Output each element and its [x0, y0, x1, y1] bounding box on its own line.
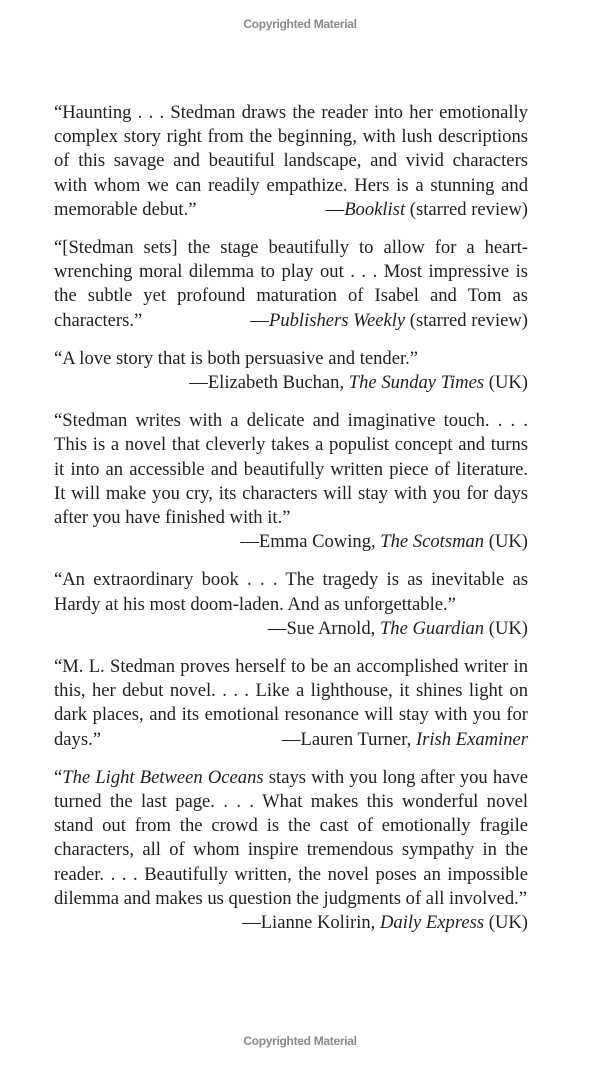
quote-publishers-weekly [54, 236, 528, 333]
quote-attribution [250, 309, 528, 333]
quote-text: “A love story that is both persuasive and tender.” [54, 347, 419, 369]
attribution-source: The Guardian [379, 617, 485, 639]
quote-attribution [242, 911, 528, 935]
attribution-dash: — [242, 912, 261, 934]
quote-text: “Haunting . . . Stedman draws the reader into her emotionally complex story right from the beginning, with lush descriptions of this savage and beautiful landscape, and vivid characters with whom we can readily empathize. Hers is a stunning and memorable debut.” [54, 102, 528, 220]
open-quote: “ [54, 766, 63, 788]
attribution-suffix: (UK) [484, 617, 528, 639]
attribution-author: Lauren Turner, [300, 728, 416, 750]
attribution-suffix: (UK) [484, 531, 528, 553]
attribution-suffix: (UK) [484, 912, 528, 934]
attribution-dash: — [189, 372, 208, 394]
quote-text: “M. L. Stedman proves herself to be an accomplished writer in this, her debut novel. . . . Like a lighthouse, it shines light on dark places, and its emotional resonance will stay with you for days.” [54, 656, 528, 750]
attribution-author: Emma Cowing, [258, 531, 381, 553]
attribution-suffix: (starred review) [405, 198, 528, 220]
quote-text: stays with you long after you have turned the last page. . . . What makes this wonderful novel stand out from the crowd is the cast of emotionally fragile characters, all of whom inspire tremendous sympathy in the reader. . . . Beautifully written, the novel poses an impossible dilemma and makes us question the judgments of all involved.” [54, 766, 528, 909]
quote-irish-examiner [54, 655, 528, 752]
attribution-source: Booklist [344, 198, 406, 220]
quote-attribution [282, 728, 528, 752]
attribution-suffix: (UK) [484, 372, 528, 394]
attribution-suffix: (starred review) [405, 309, 528, 331]
attribution-dash: — [250, 309, 269, 331]
quote-sunday-times [54, 347, 528, 395]
attribution-source: Daily Express [379, 912, 485, 934]
attribution-author: Lianne Kolirin, [260, 912, 380, 934]
attribution-dash: — [325, 198, 345, 220]
attribution-author: Elizabeth Buchan, [207, 372, 349, 394]
quote-attribution [326, 198, 528, 222]
attribution-source: Irish Examiner [415, 728, 528, 750]
quote-attribution [54, 371, 528, 395]
copyright-watermark-top: Copyrighted Material [243, 17, 357, 31]
attribution-author: Sue Arnold, [286, 617, 380, 639]
quote-daily-express [54, 766, 528, 935]
attribution-dash: — [240, 531, 259, 553]
copyright-watermark-bottom: Copyrighted Material [243, 1034, 357, 1048]
attribution-dash: — [281, 728, 301, 750]
praise-quotes [54, 101, 528, 949]
quote-text: “[Stedman sets] the stage beautifully to allow for a heart-wrenching moral dilemma to play out . . . Most impressive is the subtle yet profound maturation of Isabel and Tom as characters.” [54, 237, 528, 331]
quote-booklist [54, 101, 528, 222]
attribution-source: Publishers Weekly [268, 309, 406, 331]
quote-text: “An extraordinary book . . . The tragedy is as inevitable as Hardy at his most doom-laden. And as unforgettable.” [54, 569, 528, 615]
book-title: The Light Between Oceans [62, 766, 264, 788]
quote-guardian [54, 568, 528, 641]
quote-scotsman [54, 409, 528, 554]
attribution-source: The Sunday Times [348, 372, 485, 394]
attribution-source: The Scotsman [380, 531, 485, 553]
attribution-dash: — [267, 617, 287, 639]
quote-attribution [54, 530, 528, 554]
quote-text: “Stedman writes with a delicate and imaginative touch. . . . This is a novel that cleverly takes a populist concept and turns it into an accessible and beautifully written piece of literature. It will make you cry, its characters will stay with you for days after you have finished with it.” [54, 410, 528, 529]
quote-attribution [54, 617, 528, 641]
